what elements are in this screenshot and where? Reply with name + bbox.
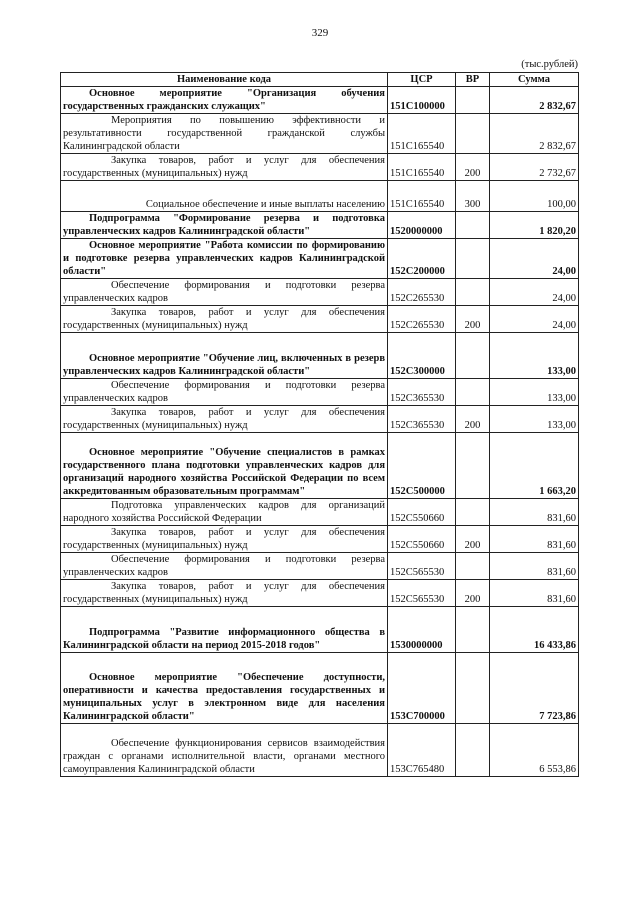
row-vr [456,433,490,499]
row-vr: 200 [456,580,490,607]
table-row [61,553,579,580]
row-code: 152С365530 [388,379,456,406]
row-code: 152С550660 [388,526,456,553]
row-sum: 7 723,86 [490,653,579,724]
table-row [61,279,579,306]
row-vr [456,279,490,306]
row-vr [456,87,490,114]
row-code: 152С565530 [388,553,456,580]
row-vr: 200 [456,406,490,433]
table-row [61,607,579,653]
row-name: Обеспечение формирования и подготовки резерва управленческих кадров [61,553,388,580]
row-code: 152С200000 [388,239,456,279]
row-name: Закупка товаров, работ и услуг для обеспечения государственных (муниципальных) нужд [61,406,388,433]
row-sum: 24,00 [490,306,579,333]
table-row [61,87,579,114]
table-row [61,333,579,379]
row-name: Подготовка управленческих кадров для организаций народного хозяйства Российской Федерации [61,499,388,526]
row-name: Закупка товаров, работ и услуг для обеспечения государственных (муниципальных) нужд [61,154,388,181]
row-code: 153С700000 [388,653,456,724]
row-vr [456,333,490,379]
row-vr [456,212,490,239]
row-sum: 24,00 [490,239,579,279]
row-name: Обеспечение формирования и подготовки резерва управленческих кадров [61,379,388,406]
row-code: 151С165540 [388,181,456,212]
row-vr [456,553,490,580]
table-row [61,653,579,724]
row-vr [456,379,490,406]
row-name: Основное мероприятие "Обучение лиц, включенных в резерв управленческих кадров Калининградской области" [61,333,388,379]
row-sum: 133,00 [490,379,579,406]
row-name: Подпрограмма "Формирование резерва и подготовка управленческих кадров Калининградской области" [61,212,388,239]
header-sum: Сумма [490,73,579,87]
row-code: 152С300000 [388,333,456,379]
row-vr [456,499,490,526]
row-sum: 133,00 [490,406,579,433]
header-name: Наименование кода [61,73,388,87]
row-sum: 831,60 [490,526,579,553]
row-sum: 1 663,20 [490,433,579,499]
row-sum: 100,00 [490,181,579,212]
row-vr [456,724,490,777]
row-code: 152С365530 [388,406,456,433]
row-name: Подпрограмма "Развитие информационного общества в Калининградской области на период 2015-2018 годов" [61,607,388,653]
row-vr: 200 [456,154,490,181]
row-sum: 6 553,86 [490,724,579,777]
row-vr [456,239,490,279]
row-code: 152С550660 [388,499,456,526]
row-code: 152С265530 [388,279,456,306]
row-code: 152С500000 [388,433,456,499]
row-vr: 300 [456,181,490,212]
units-label: (тыс.рублей) [521,59,578,70]
row-name: Обеспечение формирования и подготовки резерва управленческих кадров [61,279,388,306]
row-sum: 24,00 [490,279,579,306]
row-sum: 16 433,86 [490,607,579,653]
row-name: Мероприятия по повышению эффективности и результативности государственной гражданской службы Калининградской области [61,114,388,154]
budget-table [60,72,579,777]
row-code: 152С565530 [388,580,456,607]
row-code: 151С165540 [388,154,456,181]
row-code: 153С765480 [388,724,456,777]
row-vr [456,114,490,154]
row-vr: 200 [456,306,490,333]
row-code: 151С165540 [388,114,456,154]
table-row [61,379,579,406]
row-sum: 831,60 [490,580,579,607]
row-sum: 831,60 [490,553,579,580]
table-row [61,406,579,433]
table-row [61,580,579,607]
row-name: Обеспечение функционирования сервисов взаимодействия граждан с органами исполнительной власти, органами местного самоуправления Калининградской области [61,724,388,777]
page-number: 329 [311,27,329,39]
row-name: Социальное обеспечение и иные выплаты населению [61,181,388,212]
table-row [61,212,579,239]
row-name: Закупка товаров, работ и услуг для обеспечения государственных (муниципальных) нужд [61,306,388,333]
row-code: 151С100000 [388,87,456,114]
row-name: Закупка товаров, работ и услуг для обеспечения государственных (муниципальных) нужд [61,526,388,553]
table-row [61,306,579,333]
table-row [61,239,579,279]
row-sum: 1 820,20 [490,212,579,239]
table-row [61,433,579,499]
table-row [61,154,579,181]
row-name: Основное мероприятие "Организация обучения государственных гражданских служащих" [61,87,388,114]
row-name: Основное мероприятие "Обучение специалистов в рамках государственного плана подготовки управленческих кадров для организаций народного хозяйства Российской Федерации по всем аккредитованным образовательным программам" [61,433,388,499]
table-row [61,724,579,777]
table-header-row [61,73,579,87]
row-name: Основное мероприятие "Работа комиссии по формированию и подготовке резерва управленческих кадров Калининградской области" [61,239,388,279]
row-code: 1520000000 [388,212,456,239]
row-sum: 2 832,67 [490,87,579,114]
row-name: Основное мероприятие "Обеспечение доступности, оперативности и качества предоставления государственных и муниципальных услуг в электронном виде для населения Калининградской области" [61,653,388,724]
table-row [61,499,579,526]
row-code: 152С265530 [388,306,456,333]
table-row [61,526,579,553]
row-name: Закупка товаров, работ и услуг для обеспечения государственных (муниципальных) нужд [61,580,388,607]
header-vr: ВР [456,73,490,87]
row-sum: 2 732,67 [490,154,579,181]
row-vr [456,653,490,724]
row-sum: 2 832,67 [490,114,579,154]
row-vr: 200 [456,526,490,553]
row-vr [456,607,490,653]
row-sum: 831,60 [490,499,579,526]
table-row [61,114,579,154]
table-row [61,181,579,212]
row-sum: 133,00 [490,333,579,379]
header-csr: ЦСР [388,73,456,87]
row-code: 1530000000 [388,607,456,653]
